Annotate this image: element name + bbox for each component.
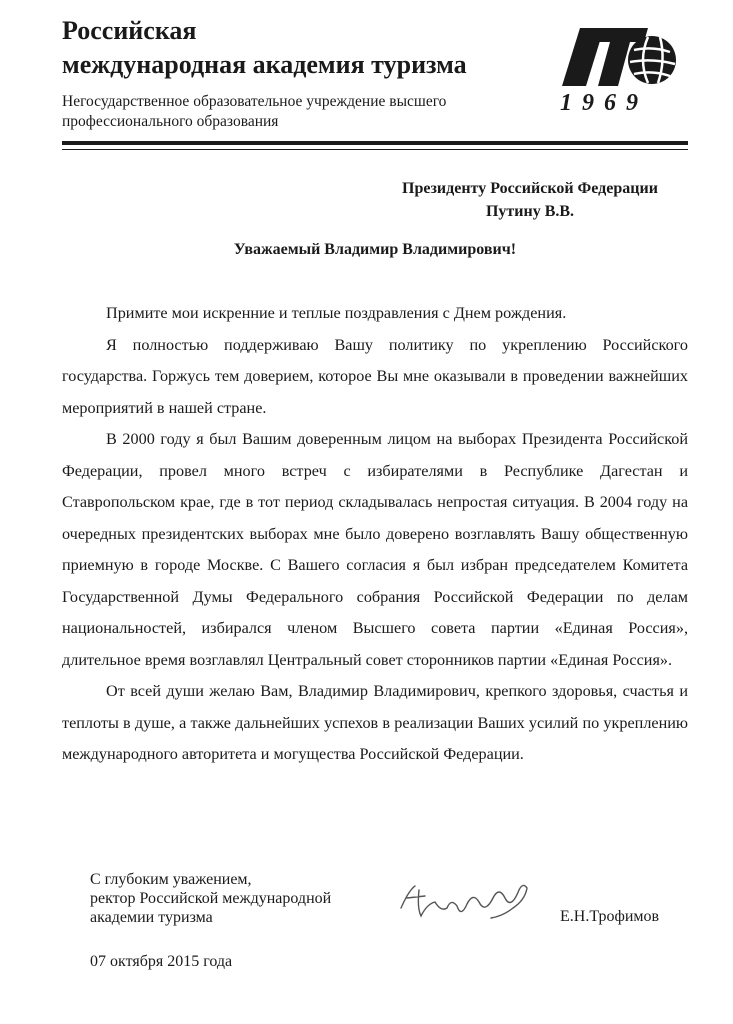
letter-date: 07 октября 2015 года <box>90 953 233 970</box>
paragraph-1: Примите мои искренние и теплые поздравления с Днем рождения. <box>106 304 567 322</box>
organization-name-line2: международная академия туризма <box>62 50 467 79</box>
header-rule-thick <box>62 141 688 145</box>
closing-block <box>90 870 390 927</box>
handwritten-signature <box>395 868 545 926</box>
organization-name <box>62 14 467 82</box>
letter-body <box>62 298 688 771</box>
organization-subtitle-line2: профессионального образования <box>62 113 279 130</box>
addressee-block <box>300 177 733 223</box>
organization-subtitle-line1: Негосударственное образовательное учреждение высшего <box>62 93 447 110</box>
closing-line3: академии туризма <box>90 909 213 926</box>
addressee-line2: Путину В.В. <box>485 203 575 220</box>
header-rule-thin <box>62 149 688 150</box>
organization-name-line1: Российская <box>62 16 197 45</box>
greeting: Уважаемый Владимир Владимирович! <box>233 241 517 258</box>
paragraph-4: От всей души желаю Вам, Владимир Владимирович, крепкого здоровья, счастья и теплоты в душе, а также дальнейших успехов в реализации Ваших усилий по укреплению международного авторитета и могущества Российской Федерации. <box>62 682 688 763</box>
logo-year: 1969 <box>560 90 648 116</box>
organization-subtitle <box>62 92 542 132</box>
academy-logo <box>552 20 682 116</box>
paragraph-3: В 2000 году я был Вашим доверенным лицом на выборах Президента Российской Федерации, провел много встреч с избирателями в Республике Дагестан и Ставропольском крае, где в тот период складывалась непростая ситуация. В 2004 году на очередных президентских выборах мне было доверено возглавлять Вашу общественную приемную в городе Москве. С Вашего согласия я был избран председателем Комитета Государственной Думы Федерального собрания Российской Федерации по делам национальностей, избирался членом Высшего совета партии «Единая Россия», длительное время возглавлял Центральный совет сторонников партии «Единая Россия». <box>62 430 688 669</box>
paragraph-2: Я полностью поддерживаю Вашу политику по укреплению Российского государства. Горжусь тем доверием, которое Вы мне оказывали в проведении важнейших мероприятий в нашей стране. <box>62 335 688 417</box>
signer-name: Е.Н.Трофимов <box>560 908 660 925</box>
closing-line1: С глубоким уважением, <box>90 871 252 888</box>
closing-line2: ректор Российской международной <box>90 890 332 907</box>
addressee-line1: Президенту Российской Федерации <box>402 180 658 197</box>
